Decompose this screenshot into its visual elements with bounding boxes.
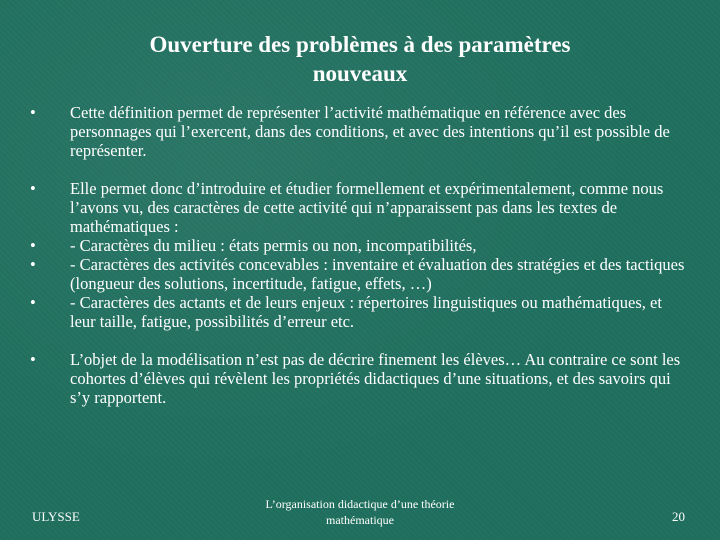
slide-title [60, 30, 660, 88]
bullet-text: Cette définition permet de représenter l’activité mathématique en référence avec des personnages qui l’exercent, dans des conditions, et avec des intentions qu’il est possible de représenter. [70, 103, 670, 160]
bullet-marker: • [30, 255, 36, 274]
footer-center-line-2: mathématique [326, 513, 394, 527]
footer-left-label: ULYSSE [32, 509, 80, 524]
bullet-text: L’objet de la modélisation n’est pas de décrire finement les élèves… Au contraire ce sont les cohortes d’élèves qui révèlent les propriétés didactiques d’une situations, et des savoirs qui s’y rapportent. [70, 350, 681, 407]
bullet-text: - Caractères des activités concevables : inventaire et évaluation des stratégies et des tactiques (longueur des solutions, incertitude, fatigue, effets, …) [70, 255, 685, 293]
footer-center-line-1: L’organisation didactique d’une théorie [265, 497, 455, 511]
bullet-text: - Caractères des actants et de leurs enjeux : répertoires linguistiques ou mathématiques, et leur taille, fatigue, possibilités d’erreur etc. [70, 293, 662, 331]
bullet-item-5 [30, 293, 690, 331]
page-number: 20 [672, 509, 685, 524]
bullet-item-6 [30, 350, 690, 407]
bullet-marker: • [30, 293, 36, 312]
slide-title-line-2: nouveaux [312, 61, 408, 86]
bullet-item-1 [30, 103, 690, 160]
bullet-marker: • [30, 103, 36, 122]
bullet-marker: • [30, 179, 36, 198]
bullet-item-3 [30, 236, 690, 255]
bullet-item-4 [30, 255, 690, 293]
bullet-list [30, 103, 690, 407]
bullet-text: Elle permet donc d’introduire et étudier formellement et expérimentalement, comme nous l’avons vu, des caractères de cette activité qui n’apparaissent pas dans les textes de mathématiques : [70, 179, 664, 236]
bullet-marker: • [30, 236, 36, 255]
footer-center-title [245, 496, 475, 528]
spacer [30, 160, 690, 179]
bullet-text: - Caractères du milieu : états permis ou non, incompatibilités, [70, 236, 477, 255]
bullet-item-2 [30, 179, 690, 236]
slide-title-line-1: Ouverture des problèmes à des paramètres [149, 32, 571, 57]
spacer [30, 331, 690, 350]
bullet-marker: • [30, 350, 36, 369]
